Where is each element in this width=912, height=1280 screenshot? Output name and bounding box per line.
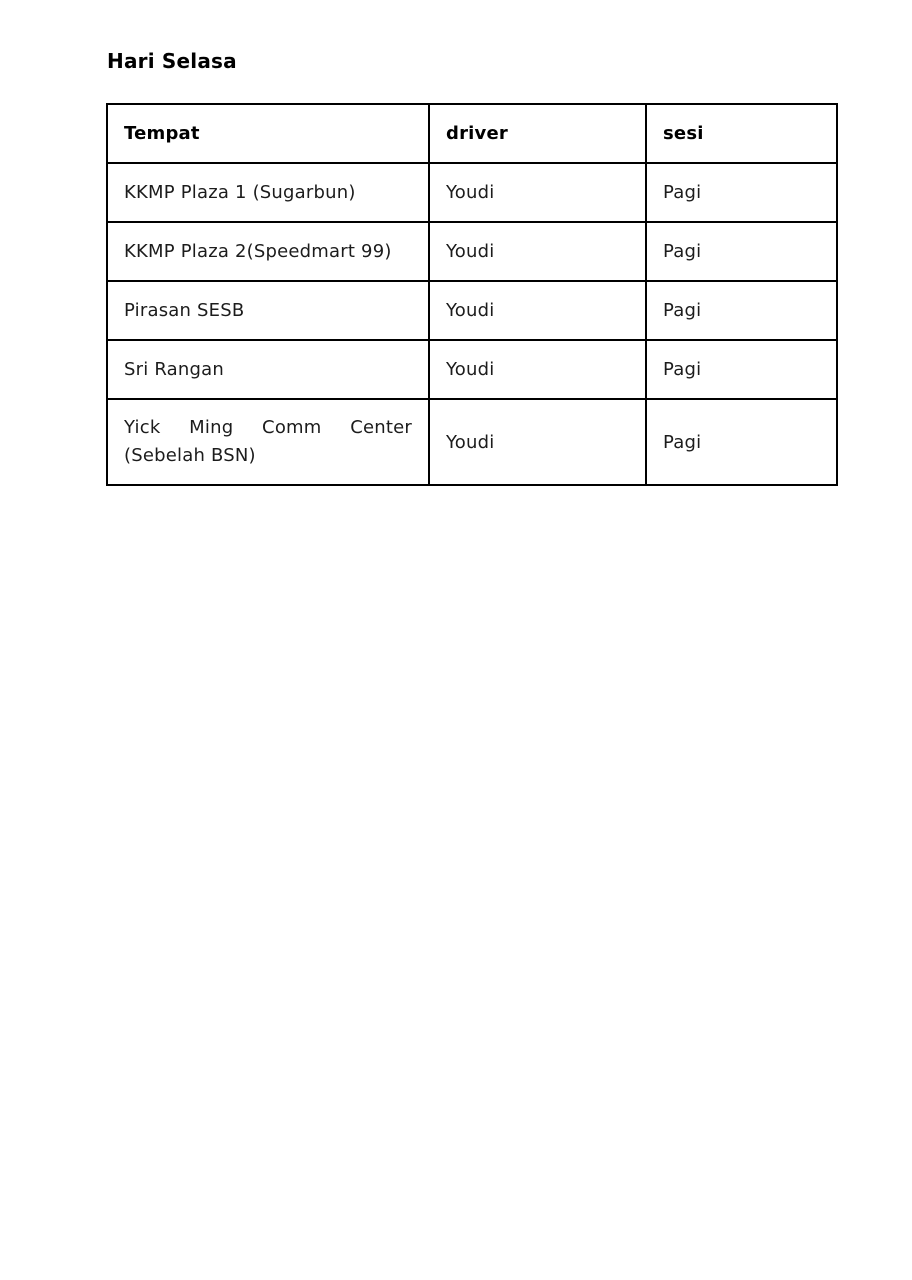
cell-tempat-line-1: Yick Ming Comm Center (124, 417, 412, 438)
cell-sesi: Pagi (646, 163, 837, 222)
cell-driver: Youdi (429, 399, 646, 485)
cell-driver: Youdi (429, 340, 646, 399)
cell-tempat: KKMP Plaza 2(Speedmart 99) (107, 222, 429, 281)
cell-tempat: Sri Rangan (107, 340, 429, 399)
cell-driver: Youdi (429, 281, 646, 340)
cell-sesi: Pagi (646, 399, 837, 485)
cell-tempat: KKMP Plaza 1 (Sugarbun) (107, 163, 429, 222)
page-title: Hari Selasa (107, 49, 237, 73)
table-row (107, 340, 837, 399)
cell-sesi: Pagi (646, 281, 837, 340)
header-cell-driver: driver (429, 104, 646, 163)
cell-tempat-line-2: (Sebelah BSN) (124, 445, 256, 466)
cell-sesi: Pagi (646, 222, 837, 281)
schedule-table (106, 103, 838, 486)
table-row (107, 222, 837, 281)
header-cell-sesi: sesi (646, 104, 837, 163)
cell-sesi: Pagi (646, 340, 837, 399)
cell-driver: Youdi (429, 222, 646, 281)
header-row (107, 104, 837, 163)
header-cell-tempat: Tempat (107, 104, 429, 163)
table-row (107, 399, 837, 485)
table-row (107, 281, 837, 340)
cell-tempat: Pirasan SESB (107, 281, 429, 340)
cell-tempat (107, 399, 429, 485)
cell-driver: Youdi (429, 163, 646, 222)
table-row (107, 163, 837, 222)
